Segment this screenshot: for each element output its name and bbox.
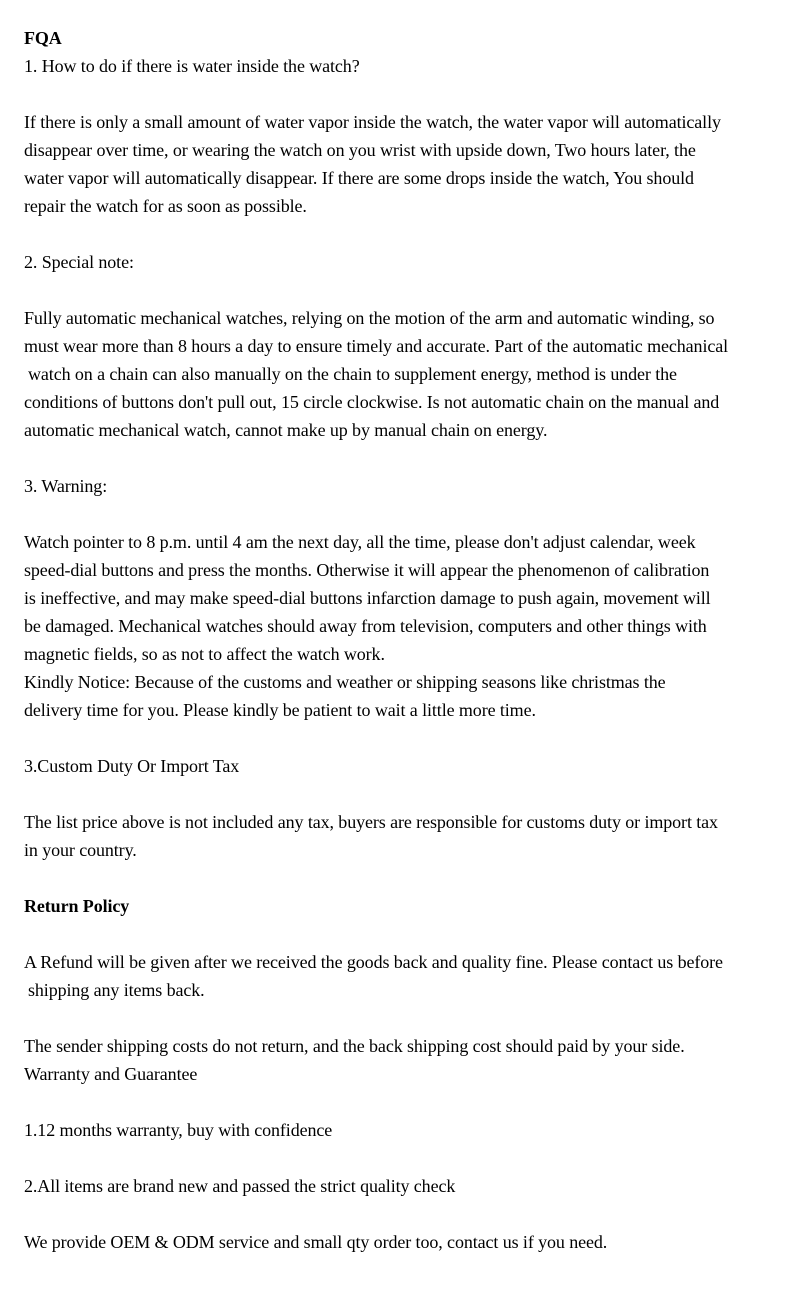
spacer xyxy=(24,444,790,472)
text-line: Fully automatic mechanical watches, relying on the motion of the arm and automatic winding, so xyxy=(24,308,715,328)
shipping-paragraph xyxy=(24,1032,790,1088)
warranty-heading: Warranty and Guarantee xyxy=(24,1064,198,1084)
faq-heading: FQA xyxy=(24,28,62,48)
text-line: is ineffective, and may make speed-dial buttons infarction damage to push again, movement will xyxy=(24,588,711,608)
spacer xyxy=(24,276,790,304)
spacer xyxy=(24,724,790,752)
text-line: delivery time for you. Please kindly be patient to wait a little more time. xyxy=(24,700,536,720)
text-line: speed-dial buttons and press the months. Otherwise it will appear the phenomenon of calibration xyxy=(24,560,710,580)
spacer xyxy=(24,1088,790,1116)
text-line: water vapor will automatically disappear. If there are some drops inside the watch, You should xyxy=(24,168,694,188)
spacer xyxy=(24,1144,790,1172)
text-line: disappear over time, or wearing the watch on you wrist with upside down, Two hours later, the xyxy=(24,140,696,160)
return-policy-heading: Return Policy xyxy=(24,896,130,916)
warranty-item-2: 2.All items are brand new and passed the strict quality check xyxy=(24,1176,456,1196)
faq-question-2: 2. Special note: xyxy=(24,252,134,272)
spacer xyxy=(24,1200,790,1228)
text-line: in your country. xyxy=(24,840,137,860)
spacer xyxy=(24,220,790,248)
text-line: conditions of buttons don't pull out, 15 circle clockwise. Is not automatic chain on the manual and xyxy=(24,392,720,412)
text-line: automatic mechanical watch, cannot make up by manual chain on energy. xyxy=(24,420,548,440)
refund-paragraph xyxy=(24,948,790,1004)
spacer xyxy=(24,500,790,528)
text-line: The sender shipping costs do not return, and the back shipping cost should paid by your side. xyxy=(24,1036,685,1056)
faq-answer-2 xyxy=(24,304,790,444)
text-line: Watch pointer to 8 p.m. until 4 am the next day, all the time, please don't adjust calendar, week xyxy=(24,532,696,552)
faq-question-4: 3.Custom Duty Or Import Tax xyxy=(24,756,240,776)
spacer xyxy=(24,80,790,108)
text-line: watch on a chain can also manually on the chain to supplement energy, method is under the xyxy=(28,364,677,384)
text-line: magnetic fields, so as not to affect the watch work. xyxy=(24,644,385,664)
text-line: The list price above is not included any tax, buyers are responsible for customs duty or import tax xyxy=(24,812,718,832)
warranty-item-1: 1.12 months warranty, buy with confidence xyxy=(24,1120,333,1140)
product-description xyxy=(24,24,790,1256)
faq-answer-3 xyxy=(24,528,790,724)
spacer xyxy=(24,1004,790,1032)
text-line: must wear more than 8 hours a day to ensure timely and accurate. Part of the automatic mechanical xyxy=(24,336,729,356)
text-line: A Refund will be given after we received the goods back and quality fine. Please contact us before xyxy=(24,952,723,972)
text-line: If there is only a small amount of water vapor inside the watch, the water vapor will automatically xyxy=(24,112,721,132)
spacer xyxy=(24,920,790,948)
faq-question-3: 3. Warning: xyxy=(24,476,108,496)
spacer xyxy=(24,780,790,808)
faq-answer-4 xyxy=(24,808,790,864)
text-line: repair the watch for as soon as possible. xyxy=(24,196,307,216)
oem-note: We provide OEM & ODM service and small qty order too, contact us if you need. xyxy=(24,1232,608,1252)
text-line: Kindly Notice: Because of the customs and weather or shipping seasons like christmas the xyxy=(24,672,666,692)
faq-question-1: 1. How to do if there is water inside the watch? xyxy=(24,56,360,76)
faq-answer-1 xyxy=(24,108,790,220)
spacer xyxy=(24,864,790,892)
text-line: shipping any items back. xyxy=(28,980,205,1000)
text-line: be damaged. Mechanical watches should away from television, computers and other things with xyxy=(24,616,707,636)
